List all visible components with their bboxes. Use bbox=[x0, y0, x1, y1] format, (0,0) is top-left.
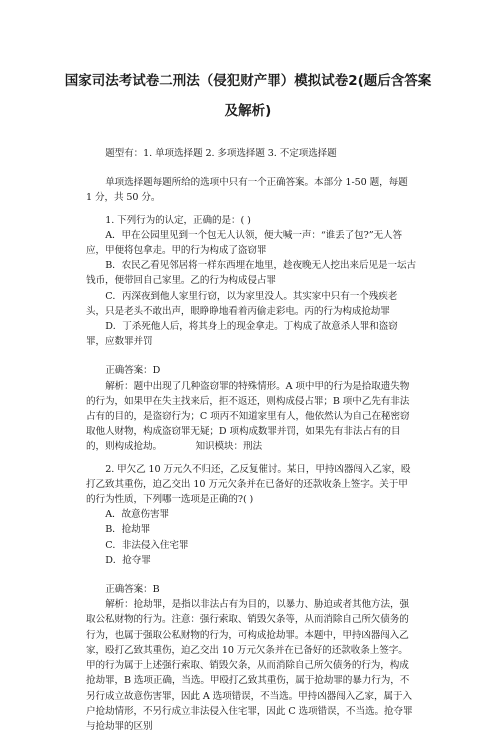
question-1-option-a: A．甲在公园里见到一个包无人认领，便大喊一声：“谁丢了包?”无人答应，甲便将包拿走。甲的行为构成了盗窃罪 bbox=[86, 229, 402, 257]
question-1-analysis-text: 解析：题中出现了几种盗窃罪的特殊情形。A 项中甲的行为是拾取遗失物的行为，如果甲在失主找来后，拒不返还，则构成侵占罪；B 项中乙先有非法占有的目的，是盗窃行为；C 项丙不知道家里有人，他依然认为自己在秘密窃取他人财物，构成盗窃罪无疑；D 项构成数罪并罚，如果先有非法占有的目的，则构成抢劫。 bbox=[86, 380, 410, 453]
question-1-option-d: D．丁杀死他人后，将其身上的现金拿走。丁构成了故意杀人罪和盗窃罪，应数罪并罚 bbox=[86, 321, 398, 348]
document-title: 国家司法考试卷二刑法（侵犯财产罪）模拟试卷2(题后含答案及解析) bbox=[64, 73, 432, 119]
question-1-option-b: B．农民乙看见邻居将一样东西埋在地里，趁夜晚无人挖出来后见是一坛古钱币，便带回自己家里。乙的行为构成侵占罪 bbox=[86, 260, 416, 287]
question-1-analysis bbox=[86, 379, 416, 455]
question-1-module: 知识模块：刑法 bbox=[195, 441, 263, 453]
question-2-answer: 正确答案：B bbox=[105, 584, 160, 596]
question-2-option-c: C．非法侵入住宅罪 bbox=[105, 539, 189, 551]
question-1-answer: 正确答案：D bbox=[105, 365, 161, 377]
section-intro: 单项选择题每题所给的选项中只有一个正确答案。本部分 1-50 题，每题 1 分，共 50 分。 bbox=[86, 177, 408, 204]
question-2-option-b: B．抢劫罪 bbox=[105, 524, 151, 536]
question-2-option-d: D．抢夺罪 bbox=[105, 554, 151, 566]
document-body bbox=[86, 146, 416, 734]
question-types: 题型有：1. 单项选择题 2. 多项选择题 3. 不定项选择题 bbox=[105, 148, 337, 159]
question-2-analysis: 解析：抢劫罪，是指以非法占有为目的，以暴力、胁迫或者其他方法，强取公私财物的行为。注意：强行索取、销毁欠条等，从而消除自己所欠债务的行为，也属于强取公私财物的行为，可构成抢劫罪。本题中，甲持凶器闯入乙家，殴打乙致其重伤，迫乙交出 10 万元欠条并在已备好的还款收条上签字。甲的行为属于上述强行索取、销毁欠条，从而消除自己所欠债务的行为，构成抢劫罪，B 选项正确，当选。甲殴打乙致其重伤，属于抢劫罪的暴力行为，不另行成立故意伤害罪，因此 A 选项错误，不当选。甲持凶器闯入乙家，属于入户抢劫情形，不另行成立非法侵入住宅罪，因此 C 选项错误，不当选。抢夺罪与抢劫罪的区别 bbox=[86, 599, 413, 732]
question-1-option-c: C．丙深夜到他人家里行窃，以为家里没人。其实家中只有一个残疾老头，只是老头不敢出声，眼睁睁地看着丙偷走彩电。丙的行为构成抢劫罪 bbox=[86, 290, 398, 317]
question-2-stem: 2. 甲欠乙 10 万元久不归还，乙反复催讨。某日，甲持凶器闯入乙家，殴打乙致其重伤，迫乙交出 10 万元欠条并在已备好的还款收条上签字。关于甲的行为性质，下列哪一选项是正确的?( ) bbox=[86, 463, 411, 506]
question-2-option-a: A．故意伤害罪 bbox=[105, 509, 169, 521]
question-1-stem: 1. 下列行为的认定，正确的是：( ) bbox=[105, 214, 251, 226]
